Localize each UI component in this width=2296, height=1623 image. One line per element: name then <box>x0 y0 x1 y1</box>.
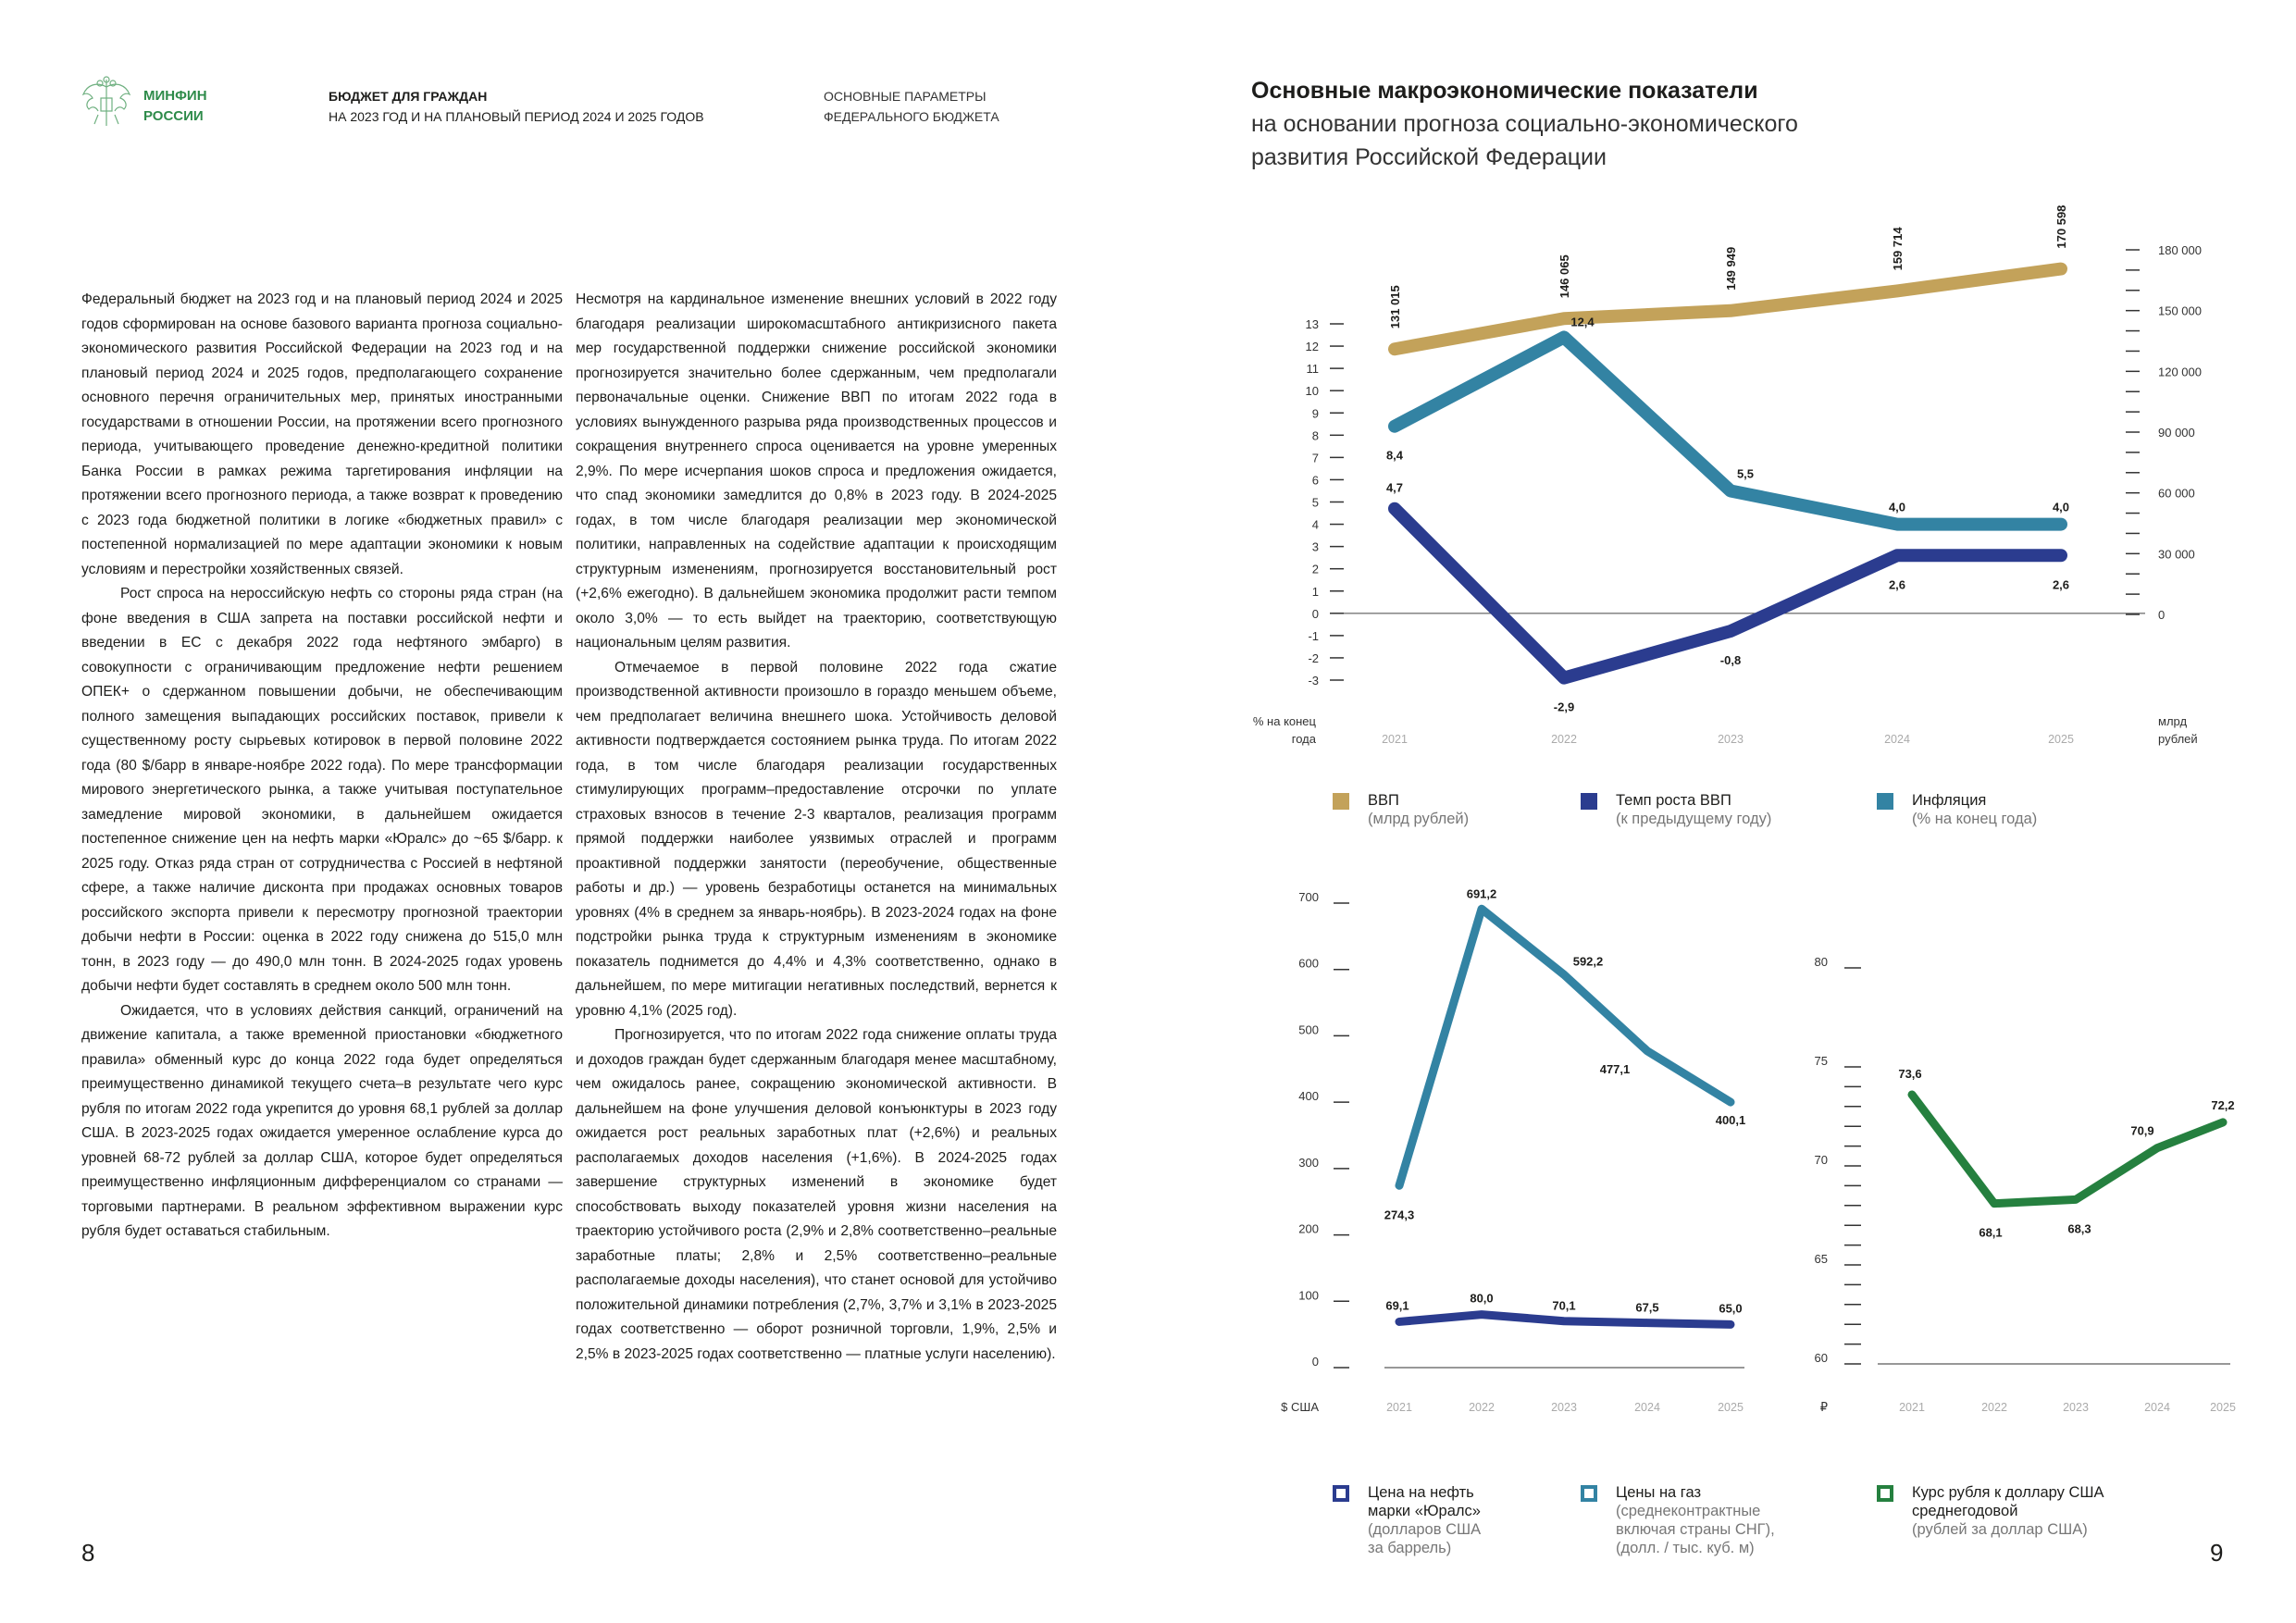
data-label: 5,5 <box>1736 466 1755 481</box>
y-axis-label: $ США <box>1281 1400 1319 1414</box>
legend-swatch-ruble <box>1877 1485 1893 1502</box>
legend-label: Цены на газ <box>1616 1484 1702 1501</box>
left-axis-tick-label: 13 <box>1305 317 1319 331</box>
data-label: 70,1 <box>1552 1298 1576 1313</box>
series-line-gas <box>1399 909 1731 1185</box>
y-axis-tick-label: 0 <box>1311 1355 1319 1369</box>
paragraph: Ожидается, что в условиях действия санкций, ограничений на движение капитала, а также временной приостановки «бюджетного правила» обменный курс до конца 2022 года будет определяться преимущественно динамикой текущего счета–в результате чего курс рубля по итогам 2022 года укрепится до уровня 68,1 рублей за доллар США. В 2023-2025 годах ожидается умеренное ослабление курса до уровней 68-72 рублей за доллар США, которое будет определяться преимущественно инфляционным дифференциалом со странами — торговыми партнерами. В реальном эффективном выражении курс рубля будет оставаться стабильным. <box>81 1002 563 1239</box>
right-axis-tick-label: 0 <box>2158 608 2166 622</box>
legend-label: ВВП <box>1368 792 1399 809</box>
data-label: 80,0 <box>1470 1291 1494 1306</box>
y-axis-tick-label: 300 <box>1298 1155 1319 1170</box>
x-axis-tick-label: 2021 <box>1382 733 1408 746</box>
legend-label: Инфляция <box>1912 792 1987 809</box>
section-title-line2: ФЕДЕРАЛЬНОГО БЮДЖЕТА <box>824 109 999 124</box>
y-axis-tick-label: 400 <box>1298 1089 1319 1104</box>
x-axis-tick-label: 2025 <box>2210 1401 2236 1414</box>
y-axis-tick-label: 100 <box>1298 1288 1319 1303</box>
legend-sublabel: включая страны СНГ), <box>1616 1521 1775 1538</box>
data-label: -0,8 <box>1719 653 1742 668</box>
left-axis-tick-label: 2 <box>1311 562 1319 576</box>
legend-label: марки «Юралс» <box>1368 1503 1481 1519</box>
x-axis-tick-label: 2025 <box>2048 733 2074 746</box>
legend-swatch-urals <box>1333 1485 1349 1502</box>
x-axis-tick-label: 2021 <box>1899 1401 1925 1414</box>
legend-sublabel: (млрд рублей) <box>1368 811 1470 827</box>
legend-sublabel: (среднеконтрактные <box>1616 1503 1761 1519</box>
left-axis-tick-label: 10 <box>1305 384 1319 399</box>
legend-item-gas <box>1581 1483 1775 1557</box>
legend-sublabel: (% на конец года) <box>1912 811 2038 827</box>
left-axis-tick-label: 0 <box>1311 606 1319 621</box>
section-title-line1: ОСНОВНЫЕ ПАРАМЕТРЫ <box>824 89 987 104</box>
data-label: 2,6 <box>2052 577 2070 592</box>
x-axis-tick-label: 2025 <box>1718 1401 1744 1414</box>
data-label: 12,4 <box>1570 315 1595 329</box>
data-label: 68,3 <box>2067 1221 2091 1236</box>
legend-item-ruble <box>1877 1483 2104 1539</box>
left-axis-tick-label: 5 <box>1311 495 1319 510</box>
paragraph: Несмотря на кардинальное изменение внешних условий в 2022 году благодаря реализации широкомасштабного антикризисного пакета мер государственной поддержки снижение российской экономики прогнозируется значительно более сдержанным, чем предполагали первоначальные оценки. Снижение ВВП по итогам 2022 года в условиях вынужденного разрыва ряда производственных процессов и сокращения внутреннего спроса оценивается на уровне умеренных 2,9%. По мере исчерпания шоков спроса и предложения ожидается, что спад экономики замедлится до 0,8% в 2023 году. В 2024-2025 годах, в том числе благодаря реализации мер экономической политики, направленных на содействие адаптации к происходящим структурным изменениям, прогнозируется восстановительный рост (+2,6% ежегодно). В дальнейшем экономика продолжит расти темпом около 3,0% — то есть выйдет на траекторию, соответствующую национальным целям развития. <box>576 291 1057 650</box>
page-title-line2: на основании прогноза социально-экономического <box>1251 111 1798 137</box>
legend-label: среднегодовой <box>1912 1503 2018 1519</box>
left-axis-tick-label: 3 <box>1311 539 1319 554</box>
x-axis-tick-label: 2024 <box>2144 1401 2170 1414</box>
right-axis-tick-label: 120 000 <box>2158 365 2202 379</box>
left-axis-tick-label: 8 <box>1311 428 1319 443</box>
data-label: 73,6 <box>1898 1066 1922 1081</box>
y-axis-tick-label: 70 <box>1814 1153 1828 1167</box>
y-axis-tick-label: 700 <box>1298 890 1319 904</box>
x-axis-tick-label: 2023 <box>1718 733 1744 746</box>
left-axis-tick-label: 4 <box>1311 517 1319 532</box>
left-axis-label: % на конец <box>1252 714 1316 728</box>
right-axis-tick-label: 30 000 <box>2158 547 2195 562</box>
page-title-line3: развития Российской Федерации <box>1251 144 1607 170</box>
document-subtitle: НА 2023 ГОД И НА ПЛАНОВЫЙ ПЕРИОД 2024 И 2025 ГОДОВ <box>329 109 704 124</box>
x-axis-tick-label: 2021 <box>1386 1401 1412 1414</box>
right-axis-tick-label: 150 000 <box>2158 304 2202 318</box>
legend-sublabel: (рублей за доллар США) <box>1912 1521 2088 1538</box>
legend-item-gdp <box>1333 791 1469 828</box>
left-axis-tick-label: -3 <box>1308 674 1319 688</box>
y-axis-tick-label: 60 <box>1814 1351 1828 1365</box>
legend-swatch-gdp <box>1333 793 1349 810</box>
x-axis-tick-label: 2024 <box>1884 733 1910 746</box>
x-axis-tick-label: 2022 <box>1981 1401 2007 1414</box>
legend-sublabel: (долл. / тыс. куб. м) <box>1616 1540 1755 1556</box>
data-label: 67,5 <box>1635 1300 1659 1315</box>
right-axis-label: млрд <box>2158 714 2188 728</box>
data-label: 400,1 <box>1715 1113 1746 1128</box>
data-label: 2,6 <box>1888 577 1906 592</box>
y-axis-tick-label: 600 <box>1298 956 1319 971</box>
left-axis-tick-label: 6 <box>1311 473 1319 488</box>
data-label-gdp: 170 598 <box>2054 204 2068 249</box>
x-axis-tick-label: 2024 <box>1634 1401 1660 1414</box>
data-label: 69,1 <box>1385 1298 1409 1313</box>
paragraph: Отмечаемое в первой половине 2022 года сжатие производственной активности произошло в гораздо меньшем объеме, чем предполагает величина внешнего шока. Устойчивость деловой активности подтверждается состоянием рынка труда. По итогам 2022 года, в том числе благодаря реализации государственных стимулирующих программ–предоставление отсрочки по уплате страховых взносов в течение 2-3 кварталов, реализация программ прямой поддержки наиболее уязвимых отраслей и программ проактивной поддержки занятости (переобучение, общественные работы и др.) — уровень безработицы останется на минимальных уровнях (4% в среднем за январь-ноябрь). В 2023-2024 годах на фоне подстройки рынка труда к структурным изменениям в экономике показатель поднимется до 4,4% и 4,3% соответственно, однако в дальнейшем, по мере митигации негативных последствий, вернется к уровню 4,1% (2025 год). <box>576 659 1057 1019</box>
legend-item-urals <box>1333 1483 1481 1557</box>
series-line-urals <box>1399 1315 1731 1325</box>
legend-swatch-inflation <box>1877 793 1893 810</box>
page-number-left: 8 <box>81 1539 95 1567</box>
data-label: 4,7 <box>1385 480 1404 495</box>
data-label: 8,4 <box>1385 448 1404 463</box>
page-title-bold: Основные макроэкономические показатели <box>1251 78 1758 104</box>
legend-sublabel: за баррель) <box>1368 1540 1452 1556</box>
y-axis-label: ₽ <box>1819 1400 1828 1414</box>
legend-label: Курс рубля к доллару США <box>1912 1484 2104 1501</box>
legend-sublabel: (к предыдущему году) <box>1616 811 1772 827</box>
left-axis-tick-label: 11 <box>1306 362 1319 377</box>
data-label: 691,2 <box>1466 886 1497 901</box>
paragraph: Рост спроса на нероссийскую нефть со стороны ряда стран (на фоне введения в США запрета на поставки российской нефти и введении в ЕС с декабря 2022 года нефтяного эмбарго) в совокупности с ограничивающим предложение нефти решением ОПЕК+ о сдержанном повышении добычи, не обеспечивающим полного замещения выпадающих российских поставок, привели к существенному росту сырьевых котировок в первой половине 2022 года (80 $/барр в январе-ноябре 2022 года). По мере трансформации мирового энергетического рынка, а также учитывая поступательное замедление мировой экономики, в дальнейшем ожидается постепенное снижение цен на нефть марки «Юралс» до ~65 $/барр. к 2025 году. Отказ ряда стран от сотрудничества с Россией в нефтяной сфере, а также наличие дисконта при продажах основных товаров российского экспорта привели к пересмотру прогнозной траектории добычи нефти в России: оценка в 2022 году снижена до 515,0 млн тонн, в 2023 году — до 490,0 млн тонн. В 2024-2025 годах уровень добычи нефти будет составлять в среднем около 500 млн тонн. <box>81 586 563 994</box>
right-axis-tick-label: 90 000 <box>2158 426 2195 440</box>
legend-label: Темп роста ВВП <box>1616 792 1731 809</box>
paragraph: Федеральный бюджет на 2023 год и на плановый период 2024 и 2025 годов сформирован на основе базового варианта прогноза социально-экономического развития Российской Федерации на 2023 год и на плановый период 2024 и 2025 годов, предполагающего сохранение основного перечня ограничительных мер, принятых иностранными государствами в отношении России, на протяжении всего прогнозного периода, учитывающего проведение денежно-кредитной политики Банка России в рамках режима таргетирования инфляции на протяжении всего прогнозного периода, а также возврат к проведению с 2023 года бюджетной политики в логике «бюджетных правил» с постепенной нормализацией по мере адаптации экономики к новым условиям и перестройки хозяйственных связей. <box>81 291 563 577</box>
left-axis-tick-label: 1 <box>1311 584 1319 599</box>
right-axis-label: рублей <box>2158 732 2198 746</box>
legend-sublabel: (долларов США <box>1368 1521 1482 1538</box>
legend-item-inflation <box>1877 791 2037 828</box>
right-axis-tick-label: 60 000 <box>2158 486 2195 501</box>
data-label: 65,0 <box>1719 1301 1743 1316</box>
x-axis-tick-label: 2023 <box>1551 1401 1577 1414</box>
page-number-right: 9 <box>2210 1539 2224 1567</box>
document-title-bold: БЮДЖЕТ ДЛЯ ГРАЖДАН <box>329 89 488 104</box>
legend-swatch-gas <box>1581 1485 1597 1502</box>
series-line-inflation <box>1395 337 2061 524</box>
org-name-line2: РОССИИ <box>143 108 204 124</box>
right-axis-tick-label: 180 000 <box>2158 243 2202 257</box>
data-label: 70,9 <box>2130 1123 2154 1138</box>
data-label-gdp: 146 065 <box>1558 254 1571 299</box>
series-line-ruble <box>1912 1095 2223 1204</box>
y-axis-tick-label: 80 <box>1814 955 1828 969</box>
left-axis-tick-label: 12 <box>1305 340 1319 354</box>
left-axis-tick-label: -1 <box>1308 628 1319 643</box>
data-label: -2,9 <box>1553 700 1575 714</box>
y-axis-tick-label: 65 <box>1814 1252 1828 1266</box>
data-label: 274,3 <box>1384 1208 1415 1222</box>
data-label: 68,1 <box>1979 1225 2003 1240</box>
paragraph: Прогнозируется, что по итогам 2022 года снижение оплаты труда и доходов граждан будет сдержанным благодаря менее масштабному, чем ожидалось ранее, сокращению экономической активности. В дальнейшем на фоне улучшения деловой конъюнктуры в 2023 году ожидается рост реальных заработных плат (+2,6%) и реальных располагаемых доходов населения (+1,6%). В 2024-2025 годах завершение структурных изменений в экономике будет способствовать выходу показателей уровня жизни населения на траекторию устойчивого роста (2,9% и 2,8% соответственно–реальные заработные платы; 2,8% и 2,5% соответственно–реальные располагаемые доходы населения), что станет основой для устойчиво положительной динамики потребления (2,7%, 3,7% и 3,1% в 2023-2025 годах соответственно — оборот розничной торговли, 1,9%, 2,5% и 2,5% в 2023-2025 годах соответственно — платные услуги населению). <box>576 1027 1057 1362</box>
left-axis-tick-label: 9 <box>1311 406 1319 421</box>
data-label-gdp: 131 015 <box>1388 285 1402 329</box>
left-axis-label: года <box>1291 732 1316 746</box>
data-label: 72,2 <box>2211 1097 2235 1112</box>
legend-item-gdp-growth <box>1581 791 1771 828</box>
left-axis-tick-label: -2 <box>1308 650 1319 665</box>
y-axis-tick-label: 75 <box>1814 1054 1828 1068</box>
data-label: 4,0 <box>1888 500 1906 514</box>
x-axis-tick-label: 2023 <box>2063 1401 2089 1414</box>
x-axis-tick-label: 2022 <box>1469 1401 1495 1414</box>
data-label: 477,1 <box>1599 1061 1631 1076</box>
org-name-line1: МИНФИН <box>143 88 207 104</box>
data-label: 592,2 <box>1572 954 1604 969</box>
x-axis-tick-label: 2022 <box>1551 733 1577 746</box>
y-axis-tick-label: 200 <box>1298 1221 1319 1236</box>
legend-label: Цена на нефть <box>1368 1484 1474 1501</box>
y-axis-tick-label: 500 <box>1298 1022 1319 1037</box>
left-axis-tick-label: 7 <box>1311 451 1319 465</box>
data-label-gdp: 159 714 <box>1891 227 1905 271</box>
data-label: 4,0 <box>2052 500 2070 514</box>
data-label-gdp: 149 949 <box>1724 246 1738 291</box>
legend-swatch-gdp-growth <box>1581 793 1597 810</box>
